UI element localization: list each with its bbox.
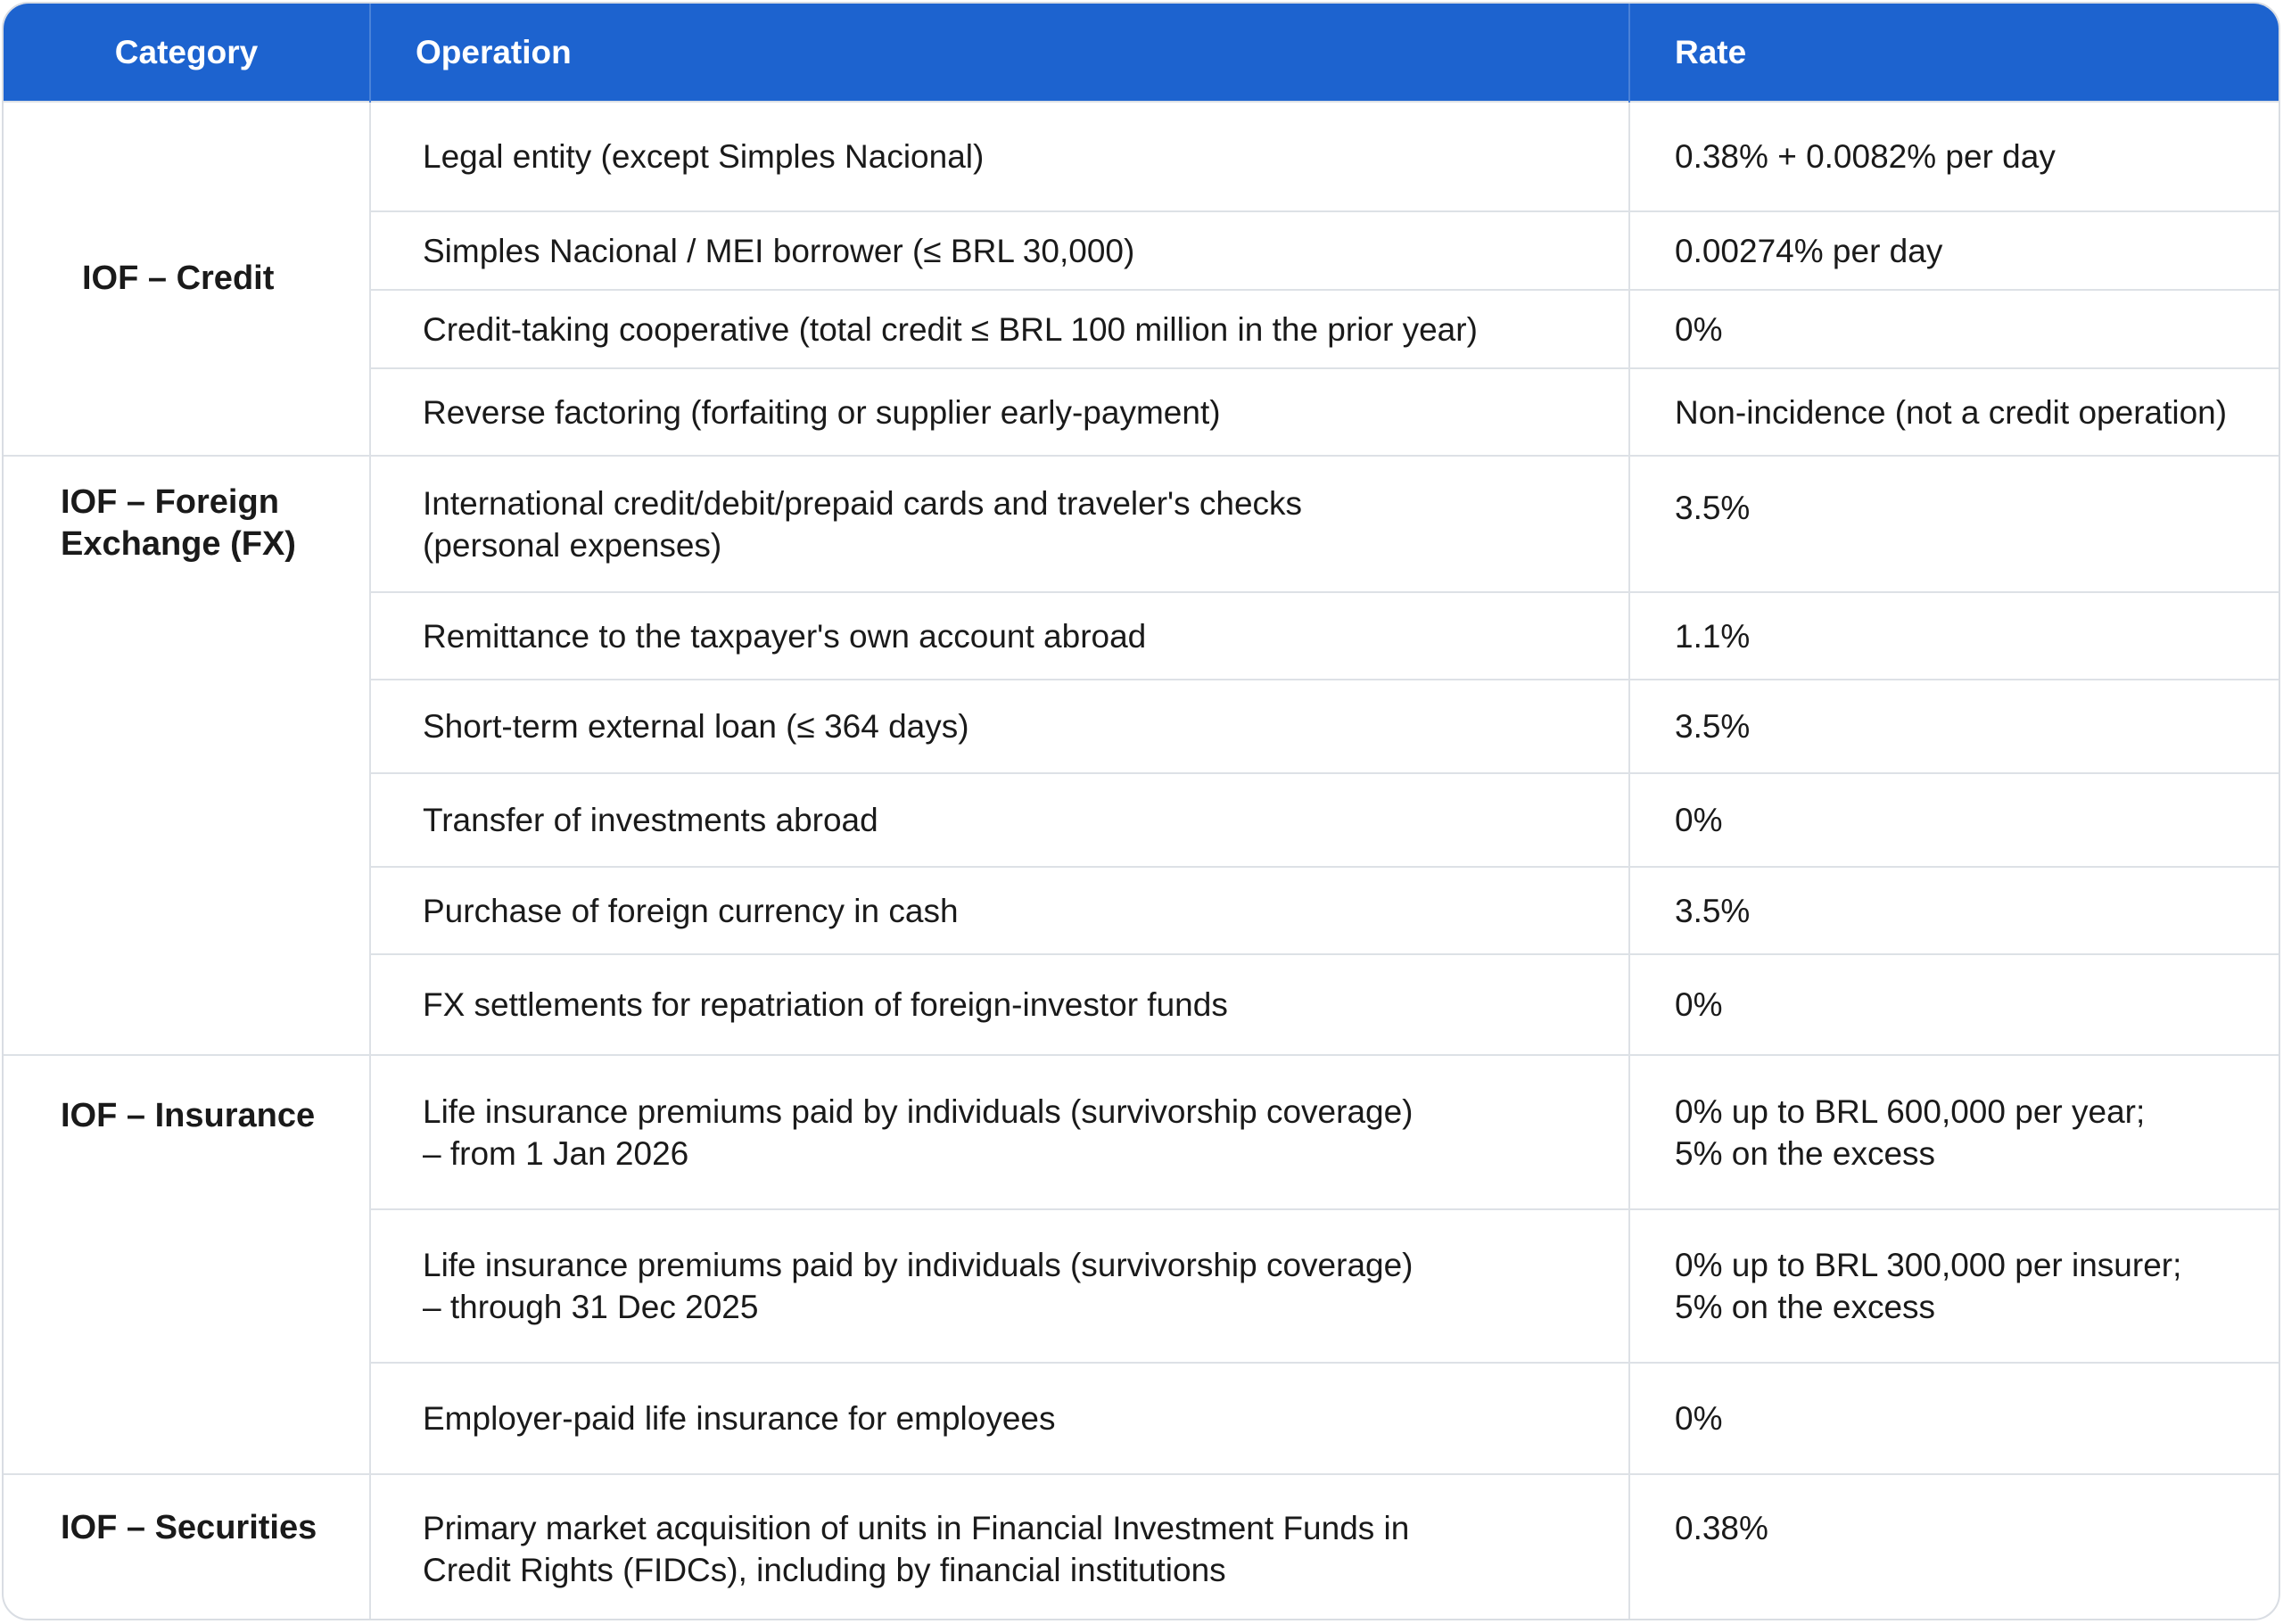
- category-label-line1: IOF – Foreign: [61, 483, 279, 521]
- rate-cell: [1629, 1209, 2279, 1363]
- operation-cell: Legal entity (except Simples Nacional): [370, 102, 1629, 211]
- rate-cell: 0%: [1629, 1363, 2279, 1474]
- rate-line2: 5% on the excess: [1675, 1134, 1936, 1172]
- category-label: IOF – Insurance: [61, 1097, 316, 1134]
- operation-cell: [370, 1474, 1629, 1619]
- operation-cell: FX settlements for repatriation of foreign-investor funds: [370, 954, 1629, 1055]
- rate-cell: 0.38% + 0.0082% per day: [1629, 102, 2279, 211]
- operation-line2: (personal expenses): [423, 526, 722, 564]
- operation-cell: Remittance to the taxpayer's own account abroad: [370, 592, 1629, 680]
- operation-line1: Life insurance premiums paid by individuals (survivorship coverage): [423, 1092, 1413, 1130]
- operation-line2: – from 1 Jan 2026: [423, 1134, 689, 1172]
- rate-line1: 0% up to BRL 600,000 per year;: [1675, 1092, 2146, 1130]
- table-row: [4, 102, 2279, 211]
- category-label-line2: Exchange (FX): [61, 525, 296, 563]
- rate-cell: 3.5%: [1629, 680, 2279, 773]
- operation-line1: International credit/debit/prepaid cards and traveler's checks: [423, 484, 1303, 522]
- category-fx: [4, 456, 370, 1055]
- operation-cell: Short-term external loan (≤ 364 days): [370, 680, 1629, 773]
- rate-cell: Non-incidence (not a credit operation): [1629, 368, 2279, 456]
- rate-cell: 1.1%: [1629, 592, 2279, 680]
- operation-line1: Life insurance premiums paid by individuals (survivorship coverage): [423, 1247, 1413, 1283]
- rate-cell: [1629, 1055, 2279, 1209]
- operation-cell: [370, 456, 1629, 592]
- category-credit: [4, 102, 370, 456]
- rate-cell: 0%: [1629, 954, 2279, 1055]
- category-label: IOF – Credit: [82, 260, 275, 297]
- operation-cell: Purchase of foreign currency in cash: [370, 867, 1629, 954]
- table-row: [4, 456, 2279, 592]
- table-row: [4, 1474, 2279, 1619]
- rate-cell: 0.00274% per day: [1629, 211, 2279, 290]
- operation-line1: Primary market acquisition of units in Financial Investment Funds in: [423, 1510, 1410, 1546]
- operation-cell: Reverse factoring (forfaiting or supplier early-payment): [370, 368, 1629, 456]
- category-securities: [4, 1474, 370, 1619]
- operation-cell: Simples Nacional / MEI borrower (≤ BRL 30,000): [370, 211, 1629, 290]
- category-label: [61, 457, 369, 565]
- operation-cell: Credit-taking cooperative (total credit ≤ BRL 100 million in the prior year): [370, 290, 1629, 368]
- operation-cell: [370, 1055, 1629, 1209]
- operation-cell: Employer-paid life insurance for employees: [370, 1363, 1629, 1474]
- header-rate: Rate: [1629, 4, 2279, 102]
- operation-cell: Transfer of investments abroad: [370, 773, 1629, 867]
- rate-cell: 0.38%: [1629, 1474, 2279, 1619]
- operation-line2: Credit Rights (FIDCs), including by financial institutions: [423, 1552, 1226, 1588]
- operation-line2: – through 31 Dec 2025: [423, 1289, 759, 1325]
- header-category: Category: [4, 4, 370, 102]
- rate-cell: 0%: [1629, 773, 2279, 867]
- rate-cell: 0%: [1629, 290, 2279, 368]
- table-header-row: [4, 4, 2279, 102]
- rate-cell: 3.5%: [1629, 867, 2279, 954]
- category-insurance: [4, 1055, 370, 1474]
- rate-line2: 5% on the excess: [1675, 1289, 1936, 1325]
- rate-cell: 3.5%: [1629, 456, 2279, 592]
- rate-line1: 0% up to BRL 300,000 per insurer;: [1675, 1247, 2182, 1283]
- operation-cell: [370, 1209, 1629, 1363]
- iof-rates-table: [2, 2, 2280, 1620]
- table-row: [4, 1055, 2279, 1209]
- header-operation: Operation: [370, 4, 1629, 102]
- category-label: IOF – Securities: [61, 1509, 317, 1546]
